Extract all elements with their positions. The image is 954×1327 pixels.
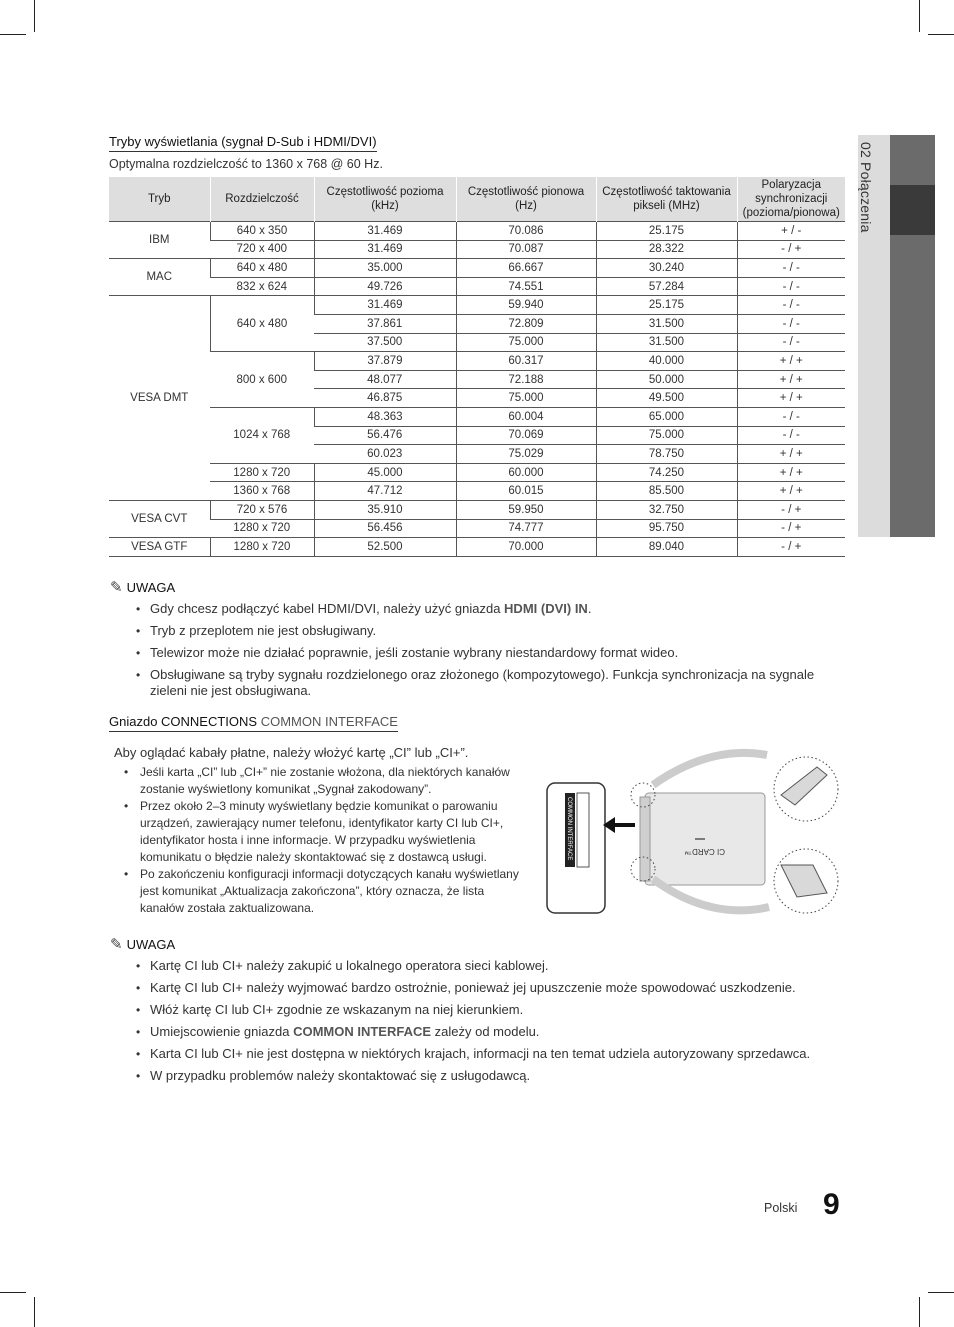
value-cell: 74.250 [596, 463, 737, 482]
value-cell: 89.040 [596, 538, 737, 557]
crop-mark [0, 34, 26, 35]
value-cell: 37.500 [314, 333, 456, 352]
crop-mark [928, 34, 954, 35]
value-cell: 31.500 [596, 333, 737, 352]
resolution-cell: 832 x 624 [210, 277, 314, 296]
value-cell: 66.667 [456, 259, 596, 278]
resolution-cell: 1024 x 768 [210, 407, 314, 463]
table-row [109, 407, 845, 426]
resolution-cell: 640 x 480 [210, 296, 314, 352]
value-cell: 25.175 [596, 222, 737, 241]
table-row [109, 352, 845, 371]
value-cell: 49.500 [596, 389, 737, 408]
resolution-cell: 1280 x 720 [210, 538, 314, 557]
chapter-label: 02 Połączenia [858, 142, 874, 233]
value-cell: + / + [737, 445, 845, 464]
value-cell: 57.284 [596, 277, 737, 296]
value-cell: 59.940 [456, 296, 596, 315]
value-cell: 60.000 [456, 463, 596, 482]
table-row [109, 259, 845, 278]
column-header: Polaryzacja synchronizacji (pozioma/pionowa) [737, 177, 845, 222]
value-cell: - / - [737, 277, 845, 296]
ci-list [124, 764, 524, 917]
value-cell: 48.363 [314, 407, 456, 426]
value-cell: 59.950 [456, 500, 596, 519]
mode-cell: MAC [109, 259, 210, 296]
list-item: • W przypadku problemów należy skontaktować się z usługodawcą. [136, 1068, 844, 1084]
mode-cell: VESA CVT [109, 500, 210, 537]
hdmi-in-label: HDMI (DVI) IN [504, 601, 588, 616]
value-cell: 30.240 [596, 259, 737, 278]
value-cell: + / + [737, 352, 845, 371]
column-header: Tryb [109, 177, 210, 222]
ci-card-edge [640, 797, 650, 881]
display-modes-table [109, 177, 845, 557]
section-title-display-modes: Tryby wyświetlania (sygnał D-Sub i HDMI/DVI) [109, 134, 377, 152]
list-item: • Jeśli karta „CI” lub „CI+” nie zostanie włożona, dla niektórych kanałów zostanie wyświetlony komunikat „Sygnał zakodowany”. [124, 764, 524, 798]
value-cell: 70.069 [456, 426, 596, 445]
mode-cell: VESA GTF [109, 538, 210, 557]
value-cell: 56.456 [314, 519, 456, 538]
list-item: • Karta CI lub CI+ nie jest dostępna w niektórych krajach, informacji na ten temat udziela autoryzowany sprzedawca. [136, 1046, 844, 1062]
list-item: • Umiejscowienie gniazda COMMON INTERFACE zależy od modelu. [136, 1024, 844, 1040]
value-cell: 60.004 [456, 407, 596, 426]
value-cell: + / + [737, 370, 845, 389]
value-cell: 60.015 [456, 482, 596, 501]
value-cell: - / - [737, 259, 845, 278]
value-cell: - / + [737, 519, 845, 538]
list-item: • Tryb z przeplotem nie jest obsługiwany. [136, 623, 836, 639]
note-list [136, 601, 836, 699]
table-row [109, 519, 845, 538]
table-header-row [109, 177, 845, 222]
crop-mark [919, 1297, 920, 1327]
crop-mark [928, 1292, 954, 1293]
resolution-cell: 640 x 350 [210, 222, 314, 241]
value-cell: 74.551 [456, 277, 596, 296]
table-row [109, 240, 845, 259]
value-cell: - / - [737, 314, 845, 333]
value-cell: 95.750 [596, 519, 737, 538]
value-cell: 25.175 [596, 296, 737, 315]
list-item: • Gdy chcesz podłączyć kabel HDMI/DVI, należy użyć gniazda HDMI (DVI) IN. [136, 601, 836, 617]
optimal-resolution-text: Optymalna rozdzielczość to 1360 x 768 @ 60 Hz. [109, 157, 383, 171]
table-row [109, 500, 845, 519]
table-row [109, 538, 845, 557]
value-cell: + / + [737, 463, 845, 482]
value-cell: - / - [737, 333, 845, 352]
list-item: • Kartę CI lub CI+ należy wyjmować bardzo ostrożnie, ponieważ jej upuszczenie może spowodować uszkodzenie. [136, 980, 844, 996]
ci-card-illustration [545, 745, 845, 920]
note-label: UWAGA [126, 937, 176, 952]
table-row [109, 463, 845, 482]
note-list [136, 958, 844, 1084]
mode-cell: IBM [109, 222, 210, 259]
ci-card-label: CI CARD™ [684, 847, 725, 856]
column-header: Częstotliwość pionowa (Hz) [456, 177, 596, 222]
value-cell: 56.476 [314, 426, 456, 445]
value-cell: 65.000 [596, 407, 737, 426]
value-cell: + / - [737, 222, 845, 241]
mode-cell: VESA DMT [109, 296, 210, 501]
ci-slot-label: COMMON INTERFACE [566, 797, 572, 861]
list-item: • Kartę CI lub CI+ należy zakupić u lokalnego operatora sieci kablowej. [136, 958, 844, 974]
value-cell: 48.077 [314, 370, 456, 389]
value-cell: 37.861 [314, 314, 456, 333]
value-cell: + / + [737, 482, 845, 501]
value-cell: 70.000 [456, 538, 596, 557]
resolution-cell: 1360 x 768 [210, 482, 314, 501]
value-cell: 70.087 [456, 240, 596, 259]
value-cell: 75.029 [456, 445, 596, 464]
note-heading [110, 935, 175, 953]
note-heading [110, 578, 175, 596]
table-row [109, 296, 845, 315]
value-cell: 85.500 [596, 482, 737, 501]
value-cell: - / + [737, 538, 845, 557]
value-cell: 78.750 [596, 445, 737, 464]
value-cell: 45.000 [314, 463, 456, 482]
value-cell: - / - [737, 296, 845, 315]
resolution-cell: 640 x 480 [210, 259, 314, 278]
crop-mark [34, 1297, 35, 1327]
value-cell: 50.000 [596, 370, 737, 389]
value-cell: 46.875 [314, 389, 456, 408]
list-item: • Przez około 2–3 minuty wyświetlany będzie komunikat o parowaniu urządzeń, zawierający numer telefonu, identyfikator karty CI lub CI+, identyfikator hosta i inne informacje. W przypadku wyświetlenia komunikatu o błędzie należy skontaktować się z dostawcą usługi. [124, 798, 524, 866]
value-cell: 74.777 [456, 519, 596, 538]
value-cell: - / - [737, 407, 845, 426]
value-cell: 70.086 [456, 222, 596, 241]
value-cell: 75.000 [456, 389, 596, 408]
value-cell: 52.500 [314, 538, 456, 557]
value-cell: - / - [737, 426, 845, 445]
value-cell: + / + [737, 389, 845, 408]
value-cell: 72.188 [456, 370, 596, 389]
column-header: Częstotliwość taktowania pikseli (MHz) [596, 177, 737, 222]
crop-mark [0, 1292, 26, 1293]
value-cell: 35.000 [314, 259, 456, 278]
value-cell: - / + [737, 240, 845, 259]
footer-language: Polski [764, 1201, 798, 1215]
value-cell: - / + [737, 500, 845, 519]
value-cell: 31.469 [314, 240, 456, 259]
table-row [109, 482, 845, 501]
table-row [109, 277, 845, 296]
value-cell: 75.000 [456, 333, 596, 352]
list-item: • Obsługiwane są tryby sygnału rozdzielonego oraz złożonego (kompozytowego). Funkcja synchronizacja na sygnale zieleni nie jest obsługiwana. [136, 667, 836, 699]
value-cell: 35.910 [314, 500, 456, 519]
resolution-cell: 720 x 400 [210, 240, 314, 259]
chapter-tab-marker [890, 185, 935, 235]
value-cell: 31.469 [314, 222, 456, 241]
tv-slot-panel [547, 783, 605, 913]
value-cell: 37.879 [314, 352, 456, 371]
value-cell: 40.000 [596, 352, 737, 371]
resolution-cell: 1280 x 720 [210, 519, 314, 538]
column-header: Częstotliwość pozioma (kHz) [314, 177, 456, 222]
value-cell: 72.809 [456, 314, 596, 333]
resolution-cell: 1280 x 720 [210, 463, 314, 482]
pencil-icon: ✎ [110, 579, 123, 596]
list-item: • Po zakończeniu konfiguracji informacji dotyczących kanału wyświetlany jest komunikat „Aktualizacja zakończona”, który oznacza, że lista kanałów została zaktualizowana. [124, 866, 524, 917]
value-cell: 75.000 [596, 426, 737, 445]
pencil-icon: ✎ [110, 936, 123, 953]
value-cell: 60.023 [314, 445, 456, 464]
resolution-cell: 720 x 576 [210, 500, 314, 519]
list-item: • Telewizor może nie działać poprawnie, jeśli zostanie wybrany niestandardowy format wideo. [136, 645, 836, 661]
value-cell: 28.322 [596, 240, 737, 259]
note-label: UWAGA [126, 580, 176, 595]
section-title-common-interface: Gniazdo CONNECTIONS COMMON INTERFACE [109, 714, 398, 732]
ci-intro-text: Aby oglądać kabały płatne, należy włożyć kartę „CI” lub „CI+”. [114, 745, 469, 760]
value-cell: 49.726 [314, 277, 456, 296]
column-header: Rozdzielczość [210, 177, 314, 222]
value-cell: 31.469 [314, 296, 456, 315]
table-row [109, 222, 845, 241]
crop-mark [919, 0, 920, 32]
value-cell: 60.317 [456, 352, 596, 371]
value-cell: 31.500 [596, 314, 737, 333]
resolution-cell: 800 x 600 [210, 352, 314, 408]
zoom-arrow-top [653, 753, 767, 785]
list-item: • Włóż kartę CI lub CI+ zgodnie ze wskazanym na niej kierunkiem. [136, 1002, 844, 1018]
page-number: 9 [823, 1188, 840, 1221]
crop-mark [34, 0, 35, 32]
common-interface-label: COMMON INTERFACE [293, 1024, 432, 1039]
ci-slot-frame [577, 793, 589, 867]
value-cell: 32.750 [596, 500, 737, 519]
value-cell: 47.712 [314, 482, 456, 501]
